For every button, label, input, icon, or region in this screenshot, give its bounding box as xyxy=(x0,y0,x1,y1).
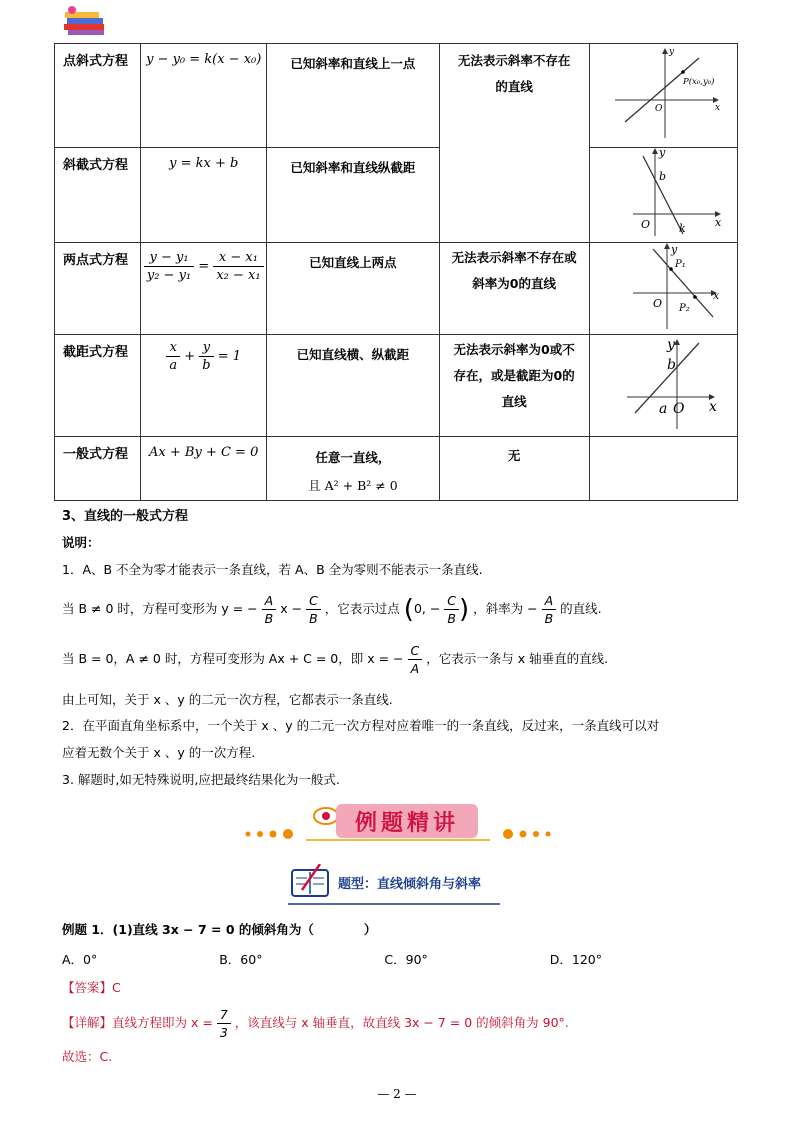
svg-text:a: a xyxy=(659,401,668,417)
form-limitation: 无法表示斜率为0或不存在，或是截距为0的直线 xyxy=(453,342,575,409)
table-row xyxy=(55,148,738,243)
two-point-formula: $\frac{\text{y − y₁}}{\text{y₂ − y₁}}$ = $\frac{\text{x − x₁}}{\text{x₂ − x₁}}$ xyxy=(141,243,266,284)
svg-text:x: x xyxy=(709,399,718,415)
note-line-4: 由上可知，关于 x 、y 的二元一次方程，它都表示一条直线. xyxy=(62,692,393,707)
table-row xyxy=(55,437,738,501)
form-condition: 已知斜率和直线上一点 xyxy=(290,56,416,71)
intercept-formula: $\frac{x}{a}$ + $\frac{y}{b}$ = 1 xyxy=(141,335,266,374)
form-condition: 已知直线上两点 xyxy=(309,255,397,270)
example-question: 例题 1．(1)直线 3x − 7 = 0 的倾斜角为（ ） xyxy=(62,922,377,937)
form-name: 点斜式方程 xyxy=(63,54,129,69)
note-line-5: 2．在平面直角坐标系中，一个关于 x 、y 的二元一次方程对应着唯一的一条直线，反过来，一条直线可以对 xyxy=(62,718,660,733)
book-stack-logo-icon xyxy=(58,4,108,38)
form-formula: y − y₀ = k(x − x₀) xyxy=(146,52,262,67)
form-limitation: 无法表示斜率不存在或斜率为0的直线 xyxy=(451,250,577,291)
form-condition: 任意一直线， 且 A² + B² ≠ 0 xyxy=(308,450,398,493)
svg-text:y: y xyxy=(659,148,666,159)
note-line-7: 3. 解题时,如无特殊说明,应把最终结果化为一般式. xyxy=(62,772,340,787)
table-row xyxy=(55,44,738,148)
note-line-6: 应着无数个关于 x 、y 的一次方程. xyxy=(62,745,256,760)
option-d: D．120° xyxy=(549,952,602,967)
svg-text:x: x xyxy=(715,103,721,113)
point-slope-graph xyxy=(603,44,723,144)
svg-text:x: x xyxy=(715,216,722,229)
section-heading: 3、直线的一般式方程 xyxy=(62,509,189,524)
example-options xyxy=(62,950,602,968)
line-equation-forms-table xyxy=(54,43,738,501)
page-number: — 2 — xyxy=(377,1087,417,1101)
form-name: 截距式方程 xyxy=(63,345,129,360)
note-label: 说明： xyxy=(62,535,100,550)
example-final: 故选：C. xyxy=(62,1049,113,1064)
option-b: B．60° xyxy=(219,952,263,967)
svg-text:y: y xyxy=(667,337,676,353)
option-a: A．0° xyxy=(62,952,98,967)
form-condition: 已知斜率和直线纵截距 xyxy=(290,160,416,175)
svg-text:k: k xyxy=(679,222,687,235)
form-limitation: 无 xyxy=(507,448,521,463)
form-name: 一般式方程 xyxy=(63,447,129,462)
svg-text:O: O xyxy=(641,218,651,231)
table-row xyxy=(55,243,738,335)
svg-text:y: y xyxy=(671,243,678,256)
banner-title: 例题精讲 xyxy=(354,811,460,836)
svg-text:P(x₀,y₀): P(x₀,y₀) xyxy=(683,77,715,87)
form-formula: y = kx + b xyxy=(169,156,239,171)
intercept-graph xyxy=(603,335,723,433)
form-name: 两点式方程 xyxy=(63,253,129,268)
svg-text:y: y xyxy=(669,47,675,57)
table-row xyxy=(55,335,738,437)
note-line-3: 当 B = 0，A ≠ 0 时，方程可变形为 Ax + C = 0，即 x = − $\frac{C}{A}$ ，它表示一条与 x 轴垂直的直线. xyxy=(62,643,609,676)
form-name: 斜截式方程 xyxy=(63,158,129,173)
example-detail: 【详解】直线方程即为 x = $\frac{7}{3}$ ，该直线与 x 轴垂直，故直线 3x − 7 = 0 的倾斜角为 90°. xyxy=(62,1007,569,1040)
svg-text:O: O xyxy=(653,297,663,310)
note-line-2: 当 B ≠ 0 时，方程可变形为 y = − $\frac{A}{B}$ x − $\frac{C}{B}$ ，它表示过点 (0, − $\frac{C}{B}$ ) ，斜率为 − $\frac{A}{B}$ 的直线. xyxy=(62,593,602,626)
form-formula: Ax + By + C = 0 xyxy=(149,445,259,460)
slope-intercept-graph xyxy=(603,148,723,240)
topic-header xyxy=(288,864,500,906)
form-limitation: 无法表示斜率不存在的直线 xyxy=(457,53,571,94)
option-c: C．90° xyxy=(384,952,428,967)
two-point-graph xyxy=(603,243,723,333)
svg-text:b: b xyxy=(659,170,667,183)
svg-text:x: x xyxy=(713,289,720,302)
svg-text:P₁: P₁ xyxy=(675,259,687,270)
svg-text:O: O xyxy=(673,401,685,417)
svg-text:O: O xyxy=(655,104,663,114)
form-condition: 已知直线横、纵截距 xyxy=(296,347,410,362)
note-line-1: 1．A、B 不全为零才能表示一条直线，若 A、B 全为零则不能表示一条直线. xyxy=(62,562,483,577)
example-answer: 【答案】C xyxy=(62,980,121,995)
topic-title: 题型：直线倾斜角与斜率 xyxy=(338,877,482,892)
svg-text:b: b xyxy=(667,357,677,373)
svg-text:P₂: P₂ xyxy=(679,303,691,314)
example-banner xyxy=(240,802,555,842)
